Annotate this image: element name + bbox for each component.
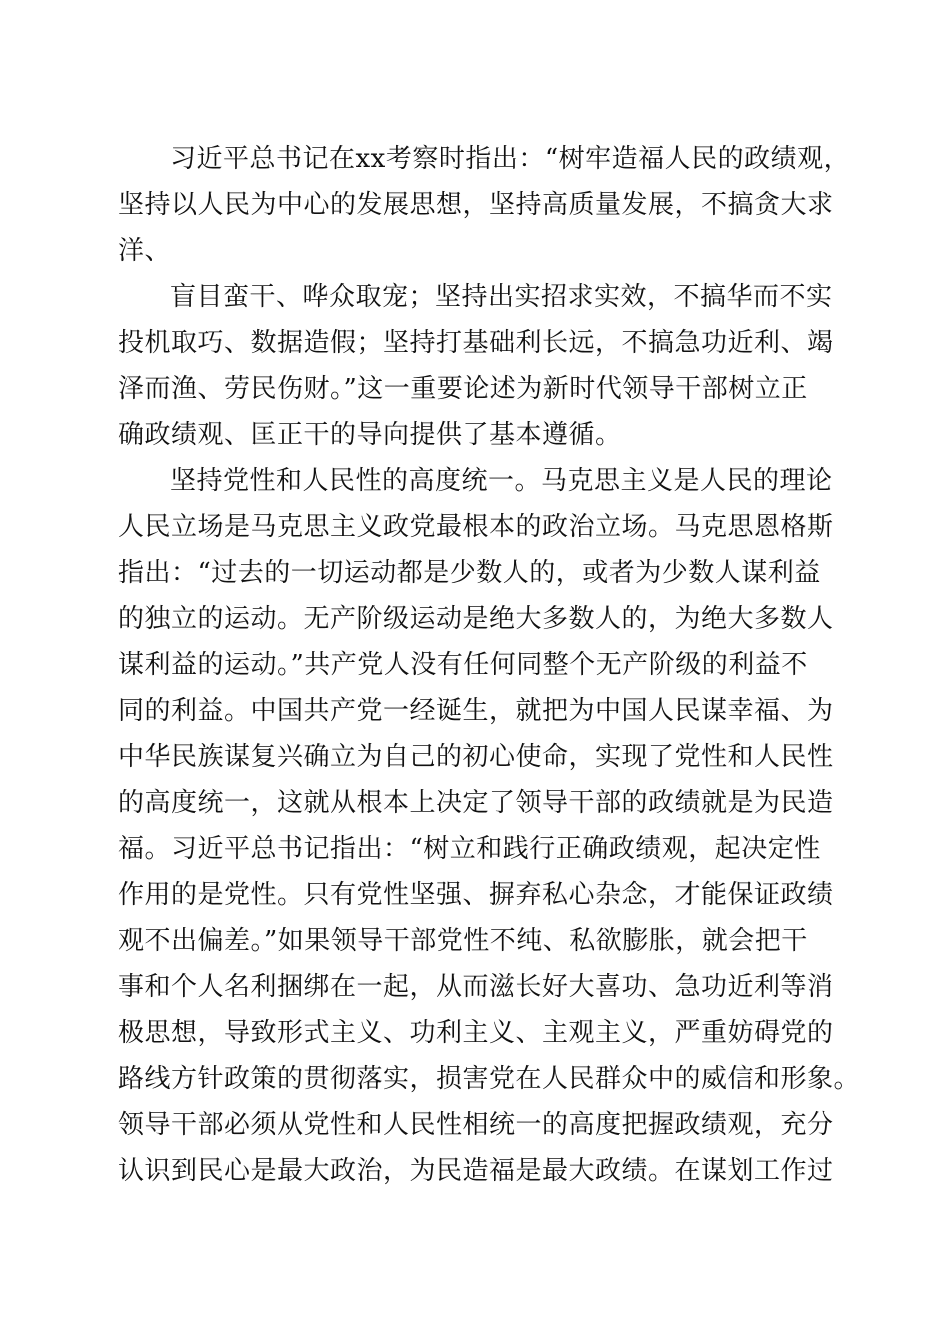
paragraph-line: 洋、: [118, 236, 172, 266]
paragraph-line: 坚持党性和人民性的高度统一。马克思主义是人民的理论: [170, 466, 833, 496]
paragraph-line: 观不出偏差。”如果领导干部党性不纯、私欲膨胀，就会把干: [118, 926, 808, 956]
paragraph-line: 习近平总书记在xx考察时指出：“树牢造福人民的政绩观，: [170, 144, 851, 174]
paragraph-line: 的独立的运动。无产阶级运动是绝大多数人的，为绝大多数人: [118, 604, 834, 634]
paragraph-line: 盲目蛮干、哗众取宠；坚持出实招求实效，不搞华而不实: [170, 282, 833, 312]
paragraph-line: 人民立场是马克思主义政党最根本的政治立场。马克思恩格斯: [118, 512, 834, 542]
paragraph-line: 确政绩观、匡正干的导向提供了基本遵循。: [118, 420, 622, 450]
paragraph-1: [118, 136, 851, 274]
paragraph-line: 坚持以人民为中心的发展思想，坚持高质量发展，不搞贪大求: [118, 190, 834, 220]
paragraph-3: [118, 458, 861, 1194]
paragraph-line: 路线方针政策的贯彻落实，损害党在人民群众中的威信和形象。: [118, 1064, 861, 1094]
paragraph-line: 中华民族谋复兴确立为自己的初心使命，实现了党性和人民性: [118, 742, 834, 772]
paragraph-line: 指出：“过去的一切运动都是少数人的，或者为少数人谋利益: [118, 558, 821, 588]
paragraph-line: 泽而渔、劳民伤财。”这一重要论述为新时代领导干部树立正: [118, 374, 808, 404]
paragraph-line: 谋利益的运动。”共产党人没有任何同整个无产阶级的利益不: [118, 650, 808, 680]
paragraph-line: 作用的是党性。只有党性坚强、摒弃私心杂念，才能保证政绩: [118, 880, 834, 910]
document-body: [118, 136, 861, 1194]
paragraph-line: 同的利益。中国共产党一经诞生，就把为中国人民谋幸福、为: [118, 696, 834, 726]
paragraph-line: 极思想，导致形式主义、功利主义、主观主义，严重妨碍党的: [118, 1018, 834, 1048]
paragraph-2: [118, 274, 838, 458]
paragraph-line: 认识到民心是最大政治，为民造福是最大政绩。在谋划工作过: [118, 1156, 834, 1186]
paragraph-line: 福。习近平总书记指出：“树立和践行正确政绩观，起决定性: [118, 834, 821, 864]
paragraph-line: 领导干部必须从党性和人民性相统一的高度把握政绩观，充分: [118, 1110, 834, 1140]
paragraph-line: 投机取巧、数据造假；坚持打基础利长远，不搞急功近利、竭: [118, 328, 834, 358]
paragraph-line: 事和个人名利捆绑在一起，从而滋长好大喜功、急功近利等消: [118, 972, 834, 1002]
paragraph-line: 的高度统一，这就从根本上决定了领导干部的政绩就是为民造: [118, 788, 834, 818]
